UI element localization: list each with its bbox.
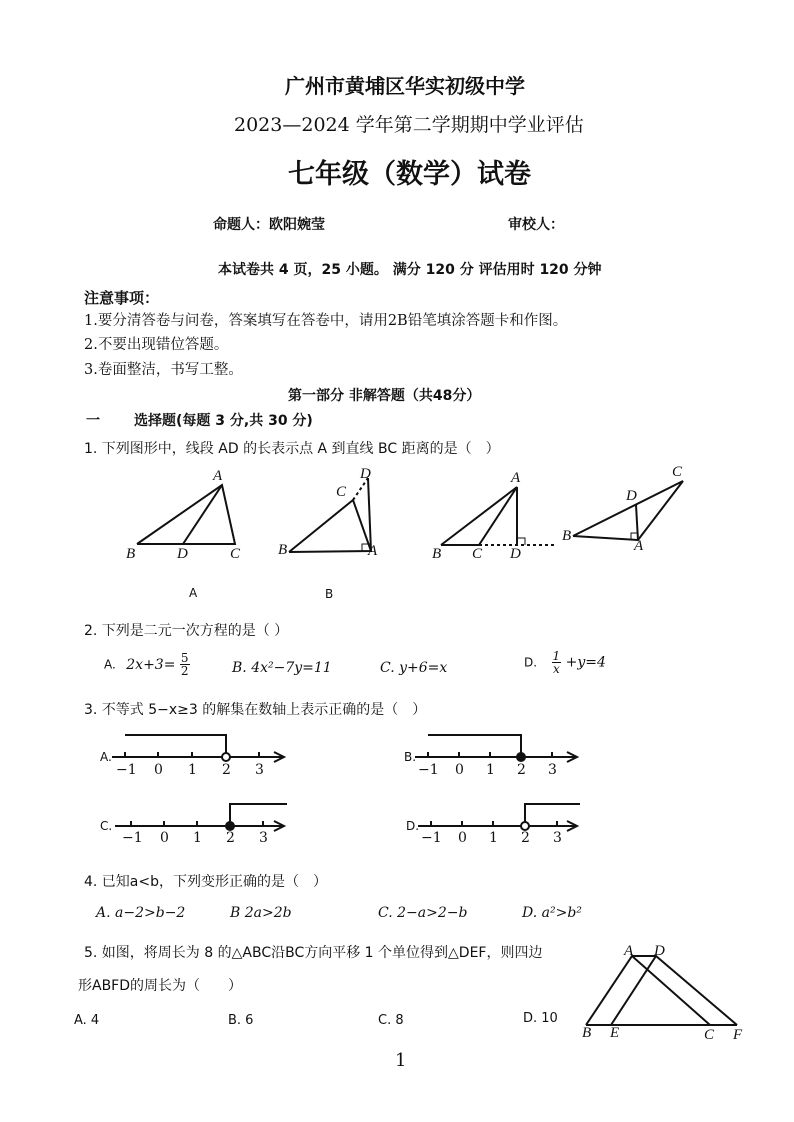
q4-stem: 4. 已知a<b，下列变形正确的是（ ） <box>84 874 328 890</box>
q5-option-a: A. 4 <box>74 1013 100 1028</box>
reviewer: 审校人： <box>508 217 564 233</box>
q3b-tick-label: 0 <box>455 762 464 778</box>
q3b-tick-label: 2 <box>517 762 526 778</box>
q4-option-d: D. a²>b² <box>522 905 582 921</box>
q5-figure <box>0 950 794 1040</box>
q1-figure-a-caption: A <box>189 586 198 600</box>
q1-figure-b-caption: B <box>325 587 334 601</box>
q3b-tick-label: 1 <box>486 762 495 778</box>
exam-title: 七年级（数学）试卷 <box>288 159 531 190</box>
page-number: 1 <box>395 1050 407 1071</box>
q3d-tick-label: −1 <box>421 830 442 846</box>
q3d-tick-label: 1 <box>489 830 498 846</box>
q2-option-d-prefix: D. <box>524 655 538 670</box>
notice-item-2: 2.不要出现错位答题。 <box>84 337 229 353</box>
q3c-tick-label: 1 <box>193 830 202 846</box>
q3c-tick-label: 0 <box>160 830 169 846</box>
q2-a-denominator: 2 <box>180 664 189 678</box>
q5-label-d: D <box>654 943 665 959</box>
q1b-label-c: C <box>336 484 347 500</box>
q5-option-d: D. 10 <box>523 1011 558 1026</box>
q2-option-a-prefix: A. <box>104 657 116 672</box>
q5-label-c: C <box>704 1027 715 1043</box>
q2-option-d-rest: +y=4 <box>565 654 606 671</box>
q2-a-numerator: 5 <box>180 651 189 665</box>
section-title: 选择题(每题 3 分,共 30 分) <box>134 413 313 429</box>
q1a-label-d: D <box>177 546 188 562</box>
q1-figures <box>0 460 794 600</box>
q5-option-c: C. 8 <box>378 1013 404 1028</box>
q1a-label-c: C <box>230 546 241 562</box>
q2-option-c: C. y+6=x <box>380 660 448 676</box>
author: 命题人：欧阳婉莹 <box>213 217 325 233</box>
q1c-label-d: D <box>510 546 521 562</box>
q1-stem: 1. 下列图形中，线段 AD 的长表示点 A 到直线 BC 距离的是（ ） <box>84 441 500 457</box>
q3d-tick-label: 2 <box>521 830 530 846</box>
school-name: 广州市黄埔区华实初级中学 <box>285 74 525 98</box>
q1d-label-b: B <box>562 528 572 544</box>
exam-info: 本试卷共 4 页，25 小题。 满分 120 分 评估用时 120 分钟 <box>218 262 602 278</box>
q3d-tick-label: 3 <box>553 830 562 846</box>
q3a-tick-label: 1 <box>188 762 197 778</box>
q4-option-b: B 2a>2b <box>230 905 292 921</box>
q3b-tick-label: 3 <box>548 762 557 778</box>
q1c-label-b: B <box>432 546 442 562</box>
q3-stem: 3. 不等式 5−x≥3 的解集在数轴上表示正确的是（ ） <box>84 702 427 718</box>
q5-option-b: B. 6 <box>228 1013 254 1028</box>
q1-figure-a <box>137 485 235 544</box>
q1c-label-c: C <box>472 546 483 562</box>
q3b-tick-label: −1 <box>418 762 439 778</box>
q3-number-lines <box>0 730 794 850</box>
q1b-label-d: D <box>360 466 371 482</box>
q5-label-b: B <box>582 1025 592 1041</box>
q3-line-d <box>418 804 580 831</box>
q2-option-d <box>524 650 606 675</box>
q3-label-d: D. <box>406 819 420 833</box>
q1b-label-a: A <box>368 543 378 559</box>
q1c-label-a: A <box>511 470 521 486</box>
q3-line-b <box>415 735 577 762</box>
q2-option-a <box>104 652 190 677</box>
part-title: 第一部分 非解答题（共48分） <box>288 388 481 404</box>
q5-label-f: F <box>733 1027 743 1043</box>
notice-heading: 注意事项： <box>84 289 160 307</box>
q2-d-denominator: x <box>552 662 560 676</box>
q4-option-c: C. 2−a>2−b <box>378 905 468 921</box>
q1a-label-b: B <box>126 546 136 562</box>
section-number: 一 <box>86 413 100 429</box>
q1a-label-a: A <box>213 468 223 484</box>
q2-stem: 2. 下列是二元一次方程的是（ ） <box>84 623 289 639</box>
q3-label-b: B. <box>404 750 417 764</box>
q2-option-a-fraction <box>180 652 190 677</box>
q3-line-c <box>115 804 287 831</box>
q1b-label-b: B <box>278 542 288 558</box>
q5-stem-line-1: 5. 如图，将周长为 8 的△ABC沿BC方向平移 1 个单位得到△DEF，则四边 <box>84 945 543 961</box>
q3c-tick-label: 2 <box>226 830 235 846</box>
q3c-tick-label: 3 <box>259 830 268 846</box>
q4-option-a: A. a−2>b−2 <box>96 905 186 921</box>
q2-option-a-expr: 2x+3= <box>126 656 176 673</box>
q3a-tick-label: 3 <box>255 762 264 778</box>
q1d-label-c: C <box>672 464 683 480</box>
q3d-tick-label: 0 <box>458 830 467 846</box>
q1-figure-b <box>289 478 371 552</box>
q5-stem-line-2: 形ABFD的周长为（ ） <box>78 978 243 994</box>
q3a-tick-label: 2 <box>222 762 231 778</box>
q1-figure-c <box>441 487 555 545</box>
q2-option-b: B. 4x²−7y=11 <box>232 660 332 676</box>
notice-item-3: 3.卷面整洁，书写工整。 <box>84 362 243 378</box>
q3c-tick-label: −1 <box>122 830 143 846</box>
notice-item-1: 1.要分清答卷与问卷，答案填写在答卷中，请用2B铅笔填涂答题卡和作图。 <box>84 313 568 329</box>
q3-line-a <box>112 735 284 762</box>
q3-label-a: A. <box>100 750 112 764</box>
q5-label-e: E <box>610 1025 620 1041</box>
term-title: 2023—2024 学年第二学期期中学业评估 <box>234 114 584 136</box>
q2-d-numerator: 1 <box>552 649 561 663</box>
q3-label-c: C. <box>100 819 113 833</box>
q3a-tick-label: 0 <box>154 762 163 778</box>
q1d-label-a: A <box>634 538 644 554</box>
q3a-tick-label: −1 <box>116 762 137 778</box>
q2-option-d-fraction <box>552 650 562 675</box>
q5-label-a: A <box>624 943 634 959</box>
q1d-label-d: D <box>626 488 637 504</box>
